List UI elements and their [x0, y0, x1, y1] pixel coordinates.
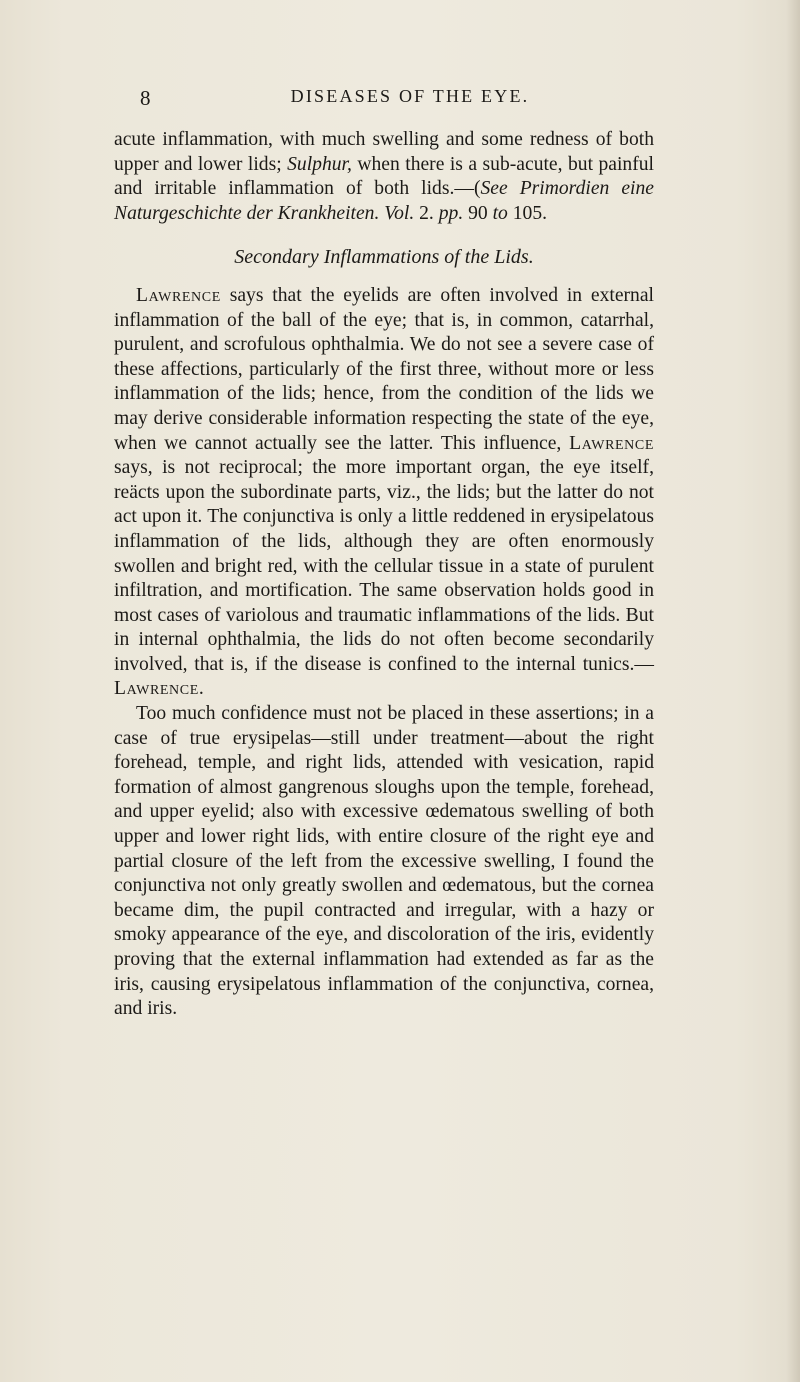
body-text — [114, 128, 654, 1022]
section-heading: Secondary Inflammations of the Lids. — [234, 246, 534, 269]
author-name: Lawrence. — [114, 678, 205, 700]
paragraph-case-report: Too much confidence must not be placed in these assertions; in a case of true erysipelas—still under treatment—about the right forehead, temple, and right lids, attended with vesication, rapid formation of almost gangrenous sloughs upon the temple, forehead, and upper eyelid; also with excessive œdematous swelling of both upper and lower right lids, with entire closure of the right eye and partial closure of the left from the excessive swelling, I found the conjunctiva not only greatly swollen and œdematous, but the cornea became dim, the pupil contracted and irregular, with a hazy or smoky appearance of the eye, and discoloration of the iris, evidently proving that the external inflammation had extended as far as the iris, causing erysipelatous inflammation of the conjunctiva, cornea, and iris. — [114, 703, 654, 1020]
text-run: 105. — [507, 202, 548, 224]
paragraph-continuation — [114, 128, 654, 226]
italic-run: Vol. — [384, 202, 415, 224]
text-run: 2. — [414, 202, 439, 224]
italic-run: Sulphur, — [287, 153, 352, 175]
author-name: Lawrence — [569, 432, 654, 454]
text-run: says that the eyelids are often involved in external inflammation of the ball of the eye; that is, in common, catarrhal, purulent, and scrofulous ophthalmia. We do not see a severe case of these affections, particularly of the first three, without more or less inflammation of the lids; hence, from the condition of the lids we may derive considerable information respecting the state of the eye, when we cannot actually see the latter. This influence, — [114, 284, 654, 454]
page-header — [140, 86, 680, 114]
page-number: 8 — [140, 86, 151, 110]
italic-run: pp. — [438, 202, 464, 224]
text-run: acute inflammation, with much swelling and some redness of both upper and lower lids; — [114, 129, 654, 175]
running-head: DISEASES OF THE EYE. — [290, 86, 530, 106]
italic-run: to — [492, 202, 508, 224]
text-run: 90 — [463, 202, 493, 224]
page-edge-shadow — [786, 0, 800, 1382]
text-run: when there is a sub-acute, but painful and irritable inflammation of both lids.—( — [114, 153, 654, 200]
italic-citation: See Primordien eine Naturgeschichte der Krankheiten. — [114, 178, 654, 224]
paragraph-lawrence — [114, 284, 654, 702]
author-name: Lawrence — [136, 284, 221, 306]
text-run: says, is not reciprocal; the more important organ, the eye itself, reäcts upon the subordinate parts, viz., the lids; but the latter do not act upon it. The conjunctiva is only a little reddened in erysipelatous inflammation of the lids, although they are often enormously swollen and bright red, with the cellular tissue in a state of purulent infiltration, and mortification. The same observation holds good in most cases of variolous and traumatic inflammations of the lids. But in internal ophthalmia, the lids do not often become secondarily involved, that is, if the disease is confined to the internal tunics.— — [114, 457, 654, 675]
